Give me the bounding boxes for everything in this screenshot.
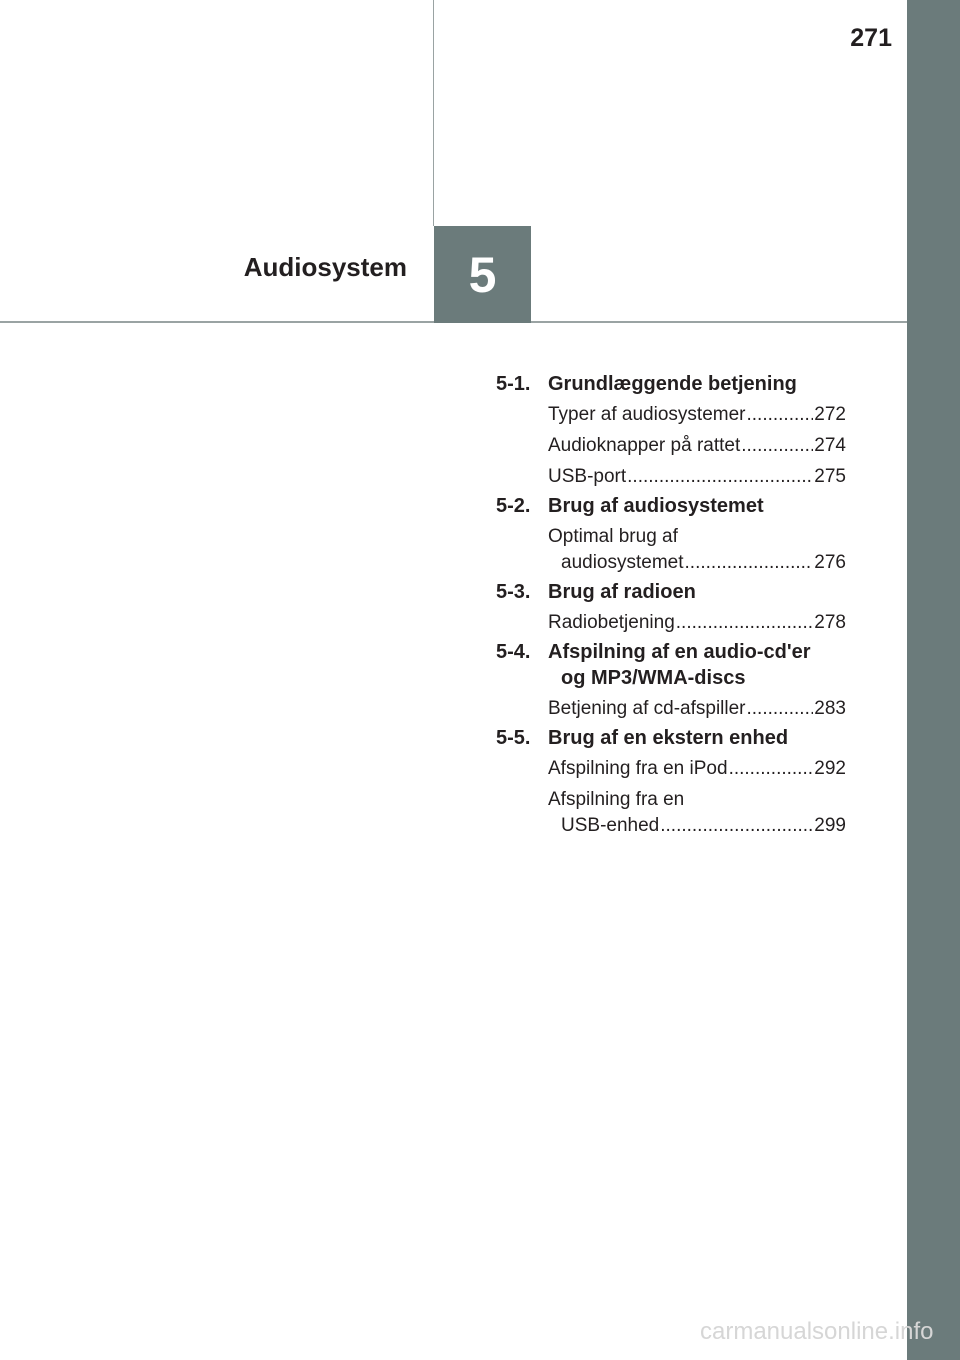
- dot-leader: [729, 756, 814, 782]
- toc-entry[interactable]: [548, 397, 846, 428]
- toc-entry[interactable]: [548, 459, 846, 490]
- entry-page-number: 278: [814, 612, 846, 633]
- section-number: 5-1.: [496, 373, 531, 395]
- section-heading[interactable]: [496, 576, 846, 605]
- chapter-sidebar-tab: [907, 0, 960, 1360]
- entry-page-number: 292: [814, 758, 846, 779]
- section-number: 5-2.: [496, 495, 531, 517]
- dot-leader: [685, 550, 814, 576]
- section-title-line: Afspilning af en audio-cd'er: [548, 641, 811, 663]
- entry-page-number: 276: [814, 552, 846, 573]
- dot-leader: [741, 433, 813, 459]
- chapter-number-badge: [434, 226, 531, 323]
- section-heading[interactable]: [496, 636, 846, 691]
- dot-leader: [660, 813, 813, 839]
- toc-entry[interactable]: [548, 519, 846, 576]
- watermark: carmanualsonline.info: [700, 1318, 934, 1345]
- entry-title: Betjening af cd-afspiller: [548, 698, 746, 719]
- toc-entry[interactable]: [548, 428, 846, 459]
- toc-section: [496, 490, 846, 576]
- section-title-line: Brug af en ekstern enhed: [548, 727, 789, 749]
- dot-leader: [676, 610, 814, 636]
- entry-title: Radiobetjening: [548, 612, 675, 633]
- dot-leader: [746, 402, 813, 428]
- toc-section: [496, 722, 846, 839]
- entry-title: USB-port: [548, 466, 627, 487]
- entry-title-line: Optimal brug af: [548, 526, 678, 547]
- section-title: [548, 371, 846, 397]
- chapter-number: 5: [468, 246, 497, 303]
- section-number: 5-4.: [496, 641, 531, 663]
- section-title-line: Brug af audiosystemet: [548, 495, 764, 517]
- entry-title: USB-enhed: [561, 815, 660, 836]
- dot-leader: [747, 696, 814, 722]
- section-title: [548, 493, 846, 519]
- entry-page-number: 299: [814, 815, 846, 836]
- entry-page-number: 274: [814, 435, 846, 456]
- chapter-title: Audiosystem: [243, 252, 407, 282]
- section-title-line: og MP3/WMA-discs: [561, 667, 746, 689]
- vertical-rule: [433, 0, 434, 226]
- toc-entry[interactable]: [548, 691, 846, 722]
- toc-section: [496, 636, 846, 722]
- entry-title: audiosystemet: [561, 552, 684, 573]
- entry-title: Audioknapper på rattet: [548, 435, 741, 456]
- section-title-line: Brug af radioen: [548, 581, 696, 603]
- section-heading[interactable]: [496, 368, 846, 397]
- entry-title: Afspilning fra en iPod: [548, 758, 728, 779]
- toc-entry[interactable]: [548, 605, 846, 636]
- toc-entry[interactable]: [548, 782, 846, 839]
- section-heading[interactable]: [496, 722, 846, 751]
- entry-title: Typer af audiosystemer: [548, 404, 746, 425]
- entry-page-number: 283: [814, 698, 846, 719]
- section-title: [548, 639, 846, 691]
- section-heading[interactable]: [496, 490, 846, 519]
- section-title: [548, 579, 846, 605]
- section-title: [548, 725, 846, 751]
- toc-entry[interactable]: [548, 751, 846, 782]
- entry-page-number: 272: [814, 404, 846, 425]
- page-number: 271: [850, 24, 892, 52]
- toc-section: [496, 576, 846, 636]
- section-number: 5-5.: [496, 727, 531, 749]
- entry-title-line: Afspilning fra en: [548, 789, 685, 810]
- toc-section: [496, 368, 846, 490]
- entry-page-number: 275: [814, 466, 846, 487]
- dot-leader: [627, 464, 813, 490]
- section-title-line: Grundlæggende betjening: [548, 373, 797, 395]
- section-number: 5-3.: [496, 581, 531, 603]
- table-of-contents: [496, 368, 846, 839]
